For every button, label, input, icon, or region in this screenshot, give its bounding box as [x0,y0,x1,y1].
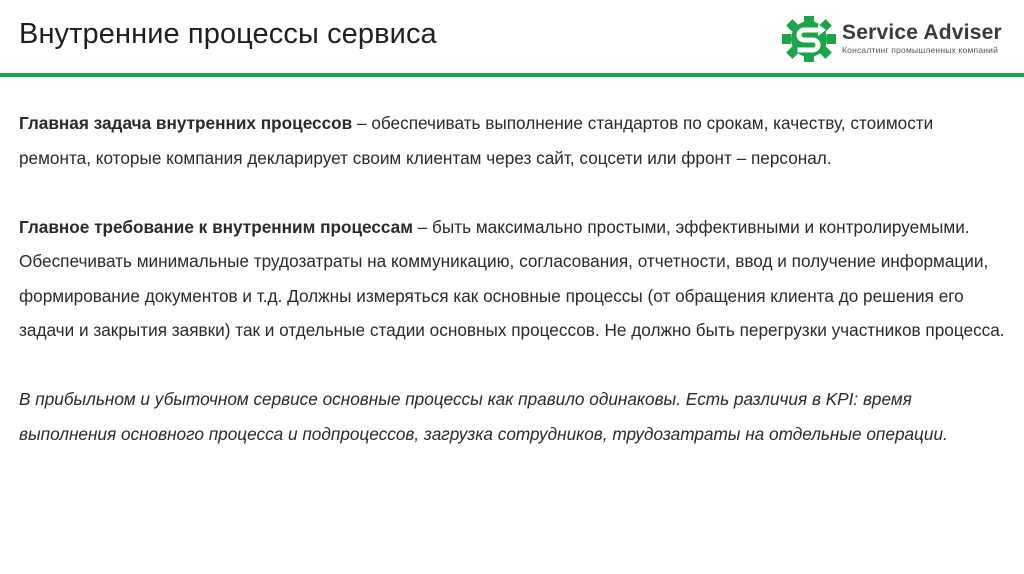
page-title: Внутренние процессы сервиса [19,18,437,50]
header-divider [0,73,1024,77]
paragraph-main-task [19,106,1009,175]
paragraph-main-task-lead: Главная задача внутренних процессов [19,113,353,133]
paragraph-main-task-text: – обеспечивать выполнение стандартов по срокам, качеству, стоимости ремонта, которые компания декларирует своим клиентам через сайт, соцсети или фронт – персонал. [19,113,934,168]
paragraph-main-requirement-text: – быть максимально простыми, эффективными и контролируемыми. Обеспечивать минимальные трудозатраты на коммуникацию, согласования, отчетности, ввод и получение информации, формирование документов и т.д. Должны измеряться как основные процессы (от обращения клиента до решения его задачи и закрытия заявки) так и отдельные стадии основных процессов. Не должно быть перегрузки участников процесса. [19,216,1005,340]
paragraph-main-requirement [19,210,1009,348]
slide-content [19,106,1009,451]
paragraph-main-requirement-lead: Главное требование к внутренним процессам [19,216,413,237]
brand-name: Service Adviser [842,21,1002,44]
brand-tagline: Консалтинг промышленных компаний [842,45,999,55]
paragraph-kpi-note: В прибыльном и убыточном сервисе основные процессы как правило одинаковы. Есть различия в KPI: время выполнения основного процесса и подпроцессов, загрузка сотрудников, трудозатраты на отдельные операции. [19,389,948,444]
paragraph-spacer [19,348,1009,383]
paragraph-spacer [19,175,1009,210]
brand-logo [782,16,1002,62]
gear-logo-icon [782,16,836,62]
